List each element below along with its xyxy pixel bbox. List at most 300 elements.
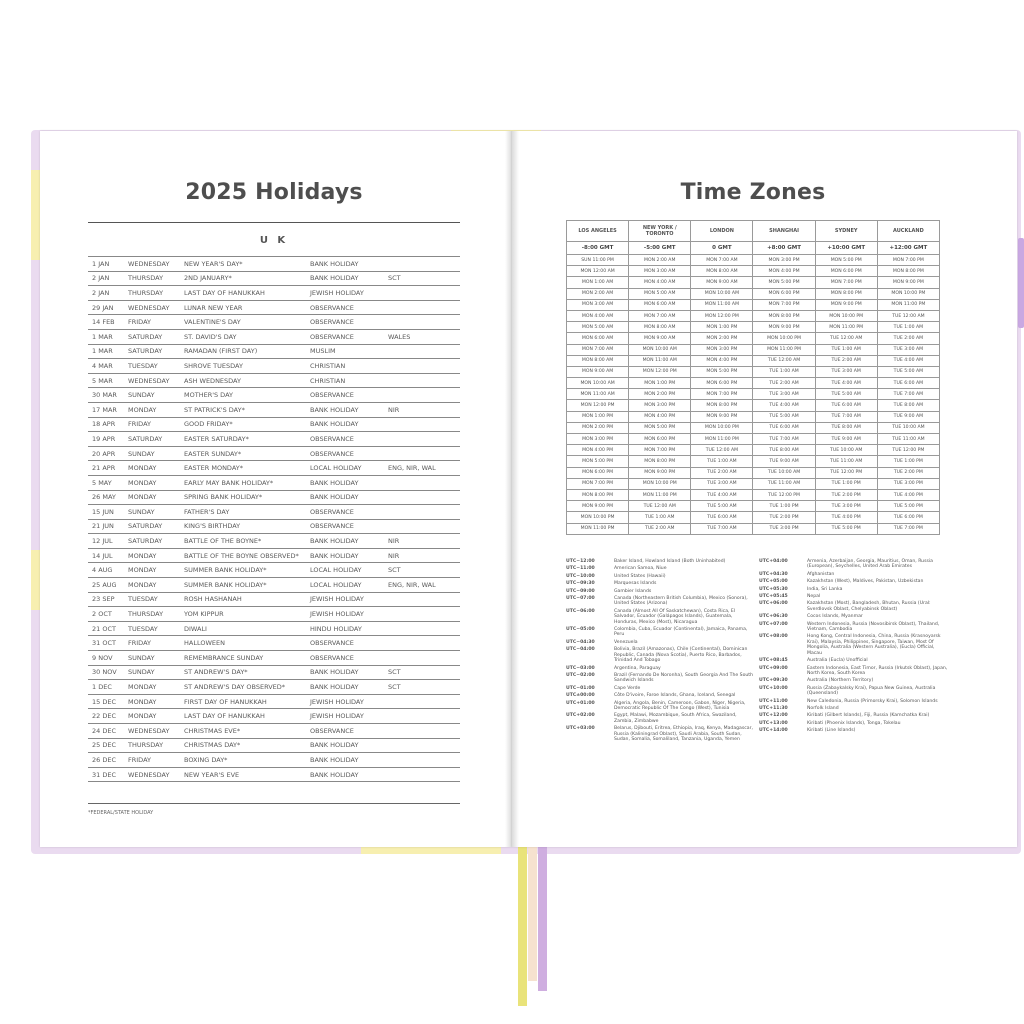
gmt-offset: -8:00 GMT xyxy=(567,242,629,255)
holiday-date: 17 MAR xyxy=(88,402,124,417)
time-cell: TUE 4:00 AM xyxy=(691,489,753,500)
holiday-region xyxy=(384,607,460,622)
holiday-type: MUSLIM xyxy=(306,344,384,359)
holiday-weekday: SATURDAY xyxy=(124,329,180,344)
table-row xyxy=(88,767,460,782)
time-cell: MON 10:00 AM xyxy=(567,378,629,389)
holiday-name: EASTER SATURDAY* xyxy=(180,432,306,447)
holiday-type: LOCAL HOLIDAY xyxy=(306,578,384,593)
holiday-weekday: SATURDAY xyxy=(124,534,180,549)
holiday-region xyxy=(384,373,460,388)
time-cell: MON 2:00 PM xyxy=(691,333,753,344)
table-row xyxy=(567,489,940,500)
holiday-region: SCT xyxy=(384,665,460,680)
holiday-type: BANK HOLIDAY xyxy=(306,665,384,680)
time-cell: TUE 2:00 PM xyxy=(877,467,939,478)
time-cell: MON 7:00 PM xyxy=(753,299,815,310)
holiday-region xyxy=(384,286,460,301)
holiday-region: WALES xyxy=(384,329,460,344)
time-cell: MON 4:00 AM xyxy=(567,310,629,321)
time-cell: MON 7:00 AM xyxy=(691,255,753,266)
utc-entry xyxy=(759,686,949,697)
table-row xyxy=(88,329,460,344)
table-row xyxy=(88,519,460,534)
holiday-type: BANK HOLIDAY xyxy=(306,417,384,432)
holiday-date: 1 DEC xyxy=(88,680,124,695)
cover-stripe xyxy=(31,170,40,260)
holiday-date: 31 OCT xyxy=(88,636,124,651)
time-cell: TUE 6:00 AM xyxy=(877,378,939,389)
time-cell: TUE 1:00 PM xyxy=(877,456,939,467)
time-cell: MON 5:00 AM xyxy=(629,288,691,299)
holiday-type: OBSERVANCE xyxy=(306,388,384,403)
time-cell: TUE 2:00 AM xyxy=(753,378,815,389)
time-cell: MON 10:00 PM xyxy=(877,288,939,299)
utc-entry xyxy=(759,706,949,711)
utc-regions: Egypt, Malawi, Mozambique, South Africa, Swaziland, Zambia, Zimbabwe xyxy=(614,713,737,724)
timezone-city-row xyxy=(567,221,940,242)
table-row xyxy=(567,355,940,366)
time-cell: MON 2:00 AM xyxy=(629,255,691,266)
holiday-type: JEWISH HOLIDAY xyxy=(306,694,384,709)
holiday-date: 15 JUN xyxy=(88,505,124,520)
utc-regions: Canada (Northeastern British Columbia), Mexico (Sonora), United States (Arizona) xyxy=(614,596,748,607)
holiday-weekday: SATURDAY xyxy=(124,432,180,447)
utc-entry xyxy=(566,574,756,579)
holiday-weekday: MONDAY xyxy=(124,461,180,476)
holiday-region xyxy=(384,621,460,636)
time-cell: TUE 5:00 PM xyxy=(815,523,877,534)
holidays-footnote: *FEDERAL/STATE HOLIDAY xyxy=(88,810,154,816)
utc-entry xyxy=(759,713,949,718)
holiday-weekday: WEDNESDAY xyxy=(124,724,180,739)
holiday-name: CHRISTMAS EVE* xyxy=(180,724,306,739)
utc-regions: Australia (Eucla) Unofficial xyxy=(807,658,868,664)
time-cell: MON 10:00 PM xyxy=(753,333,815,344)
time-cell: TUE 7:00 PM xyxy=(877,523,939,534)
cover-stripe xyxy=(361,846,501,854)
time-cell: TUE 4:00 AM xyxy=(815,378,877,389)
table-row xyxy=(88,738,460,753)
table-row xyxy=(567,501,940,512)
holiday-name: BATTLE OF THE BOYNE* xyxy=(180,534,306,549)
utc-entry xyxy=(759,579,949,584)
utc-offset: UTC−04:30 xyxy=(566,639,595,645)
table-row xyxy=(88,636,460,651)
time-cell: MON 12:00 PM xyxy=(691,310,753,321)
utc-offset: UTC+06:30 xyxy=(759,614,788,620)
city-header: LONDON xyxy=(691,221,753,242)
holiday-type: LOCAL HOLIDAY xyxy=(306,461,384,476)
holiday-type: CHRISTIAN xyxy=(306,359,384,374)
utc-entry xyxy=(566,673,756,684)
holiday-region xyxy=(384,315,460,330)
time-cell: TUE 6:00 AM xyxy=(815,400,877,411)
holiday-name: LAST DAY OF HANUKKAH xyxy=(180,709,306,724)
time-cell: MON 8:00 AM xyxy=(567,355,629,366)
bookmark-tab[interactable] xyxy=(1018,238,1024,328)
holiday-weekday: SUNDAY xyxy=(124,388,180,403)
holiday-date: 4 MAR xyxy=(88,359,124,374)
holiday-type: OBSERVANCE xyxy=(306,636,384,651)
table-row xyxy=(88,475,460,490)
table-row xyxy=(88,578,460,593)
time-cell: TUE 10:00 AM xyxy=(753,467,815,478)
table-row xyxy=(88,665,460,680)
holiday-region xyxy=(384,475,460,490)
holiday-date: 26 DEC xyxy=(88,753,124,768)
holiday-date: 19 APR xyxy=(88,432,124,447)
holiday-name: ST PATRICK'S DAY* xyxy=(180,402,306,417)
time-cell: TUE 9:00 AM xyxy=(753,456,815,467)
holiday-name: EASTER MONDAY* xyxy=(180,461,306,476)
timezones-title: Time Zones xyxy=(680,180,826,205)
time-cell: TUE 7:00 AM xyxy=(815,411,877,422)
holiday-type: OBSERVANCE xyxy=(306,432,384,447)
table-row xyxy=(88,300,460,315)
holiday-name: YOM KIPPUR xyxy=(180,607,306,622)
holiday-region xyxy=(384,300,460,315)
time-cell: MON 11:00 AM xyxy=(567,389,629,400)
utc-entry xyxy=(566,566,756,571)
time-cell: MON 11:00 PM xyxy=(753,344,815,355)
table-row xyxy=(567,434,940,445)
ribbon-peach[interactable] xyxy=(528,846,537,981)
utc-regions: Armenia, Azerbaijan, Georgia, Mauritius, Oman, Russia (European), Seychelles, United Arab Emirates xyxy=(807,559,933,570)
holiday-weekday: TUESDAY xyxy=(124,621,180,636)
utc-offset: UTC+04:00 xyxy=(759,559,788,564)
holiday-name: 2ND JANUARY* xyxy=(180,271,306,286)
table-row xyxy=(88,286,460,301)
time-cell: TUE 3:00 PM xyxy=(753,523,815,534)
holiday-type: BANK HOLIDAY xyxy=(306,402,384,417)
utc-entry xyxy=(759,559,949,570)
time-cell: MON 9:00 PM xyxy=(877,277,939,288)
city-header: NEW YORK / TORONTO xyxy=(629,221,691,242)
holiday-type: BANK HOLIDAY xyxy=(306,753,384,768)
time-cell: MON 8:00 AM xyxy=(691,266,753,277)
holiday-date: 22 DEC xyxy=(88,709,124,724)
utc-regions: Venezuela xyxy=(614,639,638,645)
utc-offset: UTC+09:00 xyxy=(759,665,788,671)
time-cell: TUE 3:00 PM xyxy=(815,501,877,512)
time-cell: MON 7:00 PM xyxy=(877,255,939,266)
time-cell: MON 6:00 PM xyxy=(691,378,753,389)
utc-entry xyxy=(566,713,756,724)
holiday-date: 2 JAN xyxy=(88,286,124,301)
holiday-weekday: WEDNESDAY xyxy=(124,767,180,782)
time-cell: MON 9:00 AM xyxy=(691,277,753,288)
holiday-region xyxy=(384,636,460,651)
utc-offset: UTC−07:00 xyxy=(566,596,595,602)
holiday-name: RAMADAN (FIRST DAY) xyxy=(180,344,306,359)
utc-regions: Brazil (Fernando De Noronha), South Georgia And The South Sandwich Islands xyxy=(614,672,754,684)
time-cell: TUE 3:00 AM xyxy=(753,389,815,400)
utc-offset: UTC+11:30 xyxy=(759,705,788,711)
time-cell: MON 9:00 PM xyxy=(753,322,815,333)
city-header: SHANGHAI xyxy=(753,221,815,242)
time-cell: TUE 12:00 AM xyxy=(815,333,877,344)
holiday-weekday: THURSDAY xyxy=(124,607,180,622)
utc-entry xyxy=(566,701,756,712)
table-row xyxy=(88,548,460,563)
utc-regions: Baker Island, Howland Island (Both Uninhabited) xyxy=(614,559,726,564)
table-row xyxy=(88,315,460,330)
utc-offset: UTC+04:30 xyxy=(759,571,788,577)
holiday-region xyxy=(384,432,460,447)
time-cell: MON 5:00 AM xyxy=(567,322,629,333)
holiday-weekday: SUNDAY xyxy=(124,665,180,680)
utc-entry xyxy=(759,699,949,704)
holiday-name: ST ANDREW'S DAY* xyxy=(180,665,306,680)
holiday-type: HINDU HOLIDAY xyxy=(306,621,384,636)
utc-offset: UTC+13:00 xyxy=(759,720,788,726)
time-cell: MON 2:00 PM xyxy=(567,422,629,433)
time-cell: TUE 2:00 AM xyxy=(629,523,691,534)
utc-regions: Argentina, Paraguay xyxy=(614,665,661,671)
time-cell: MON 11:00 PM xyxy=(691,434,753,445)
holiday-date: 5 MAY xyxy=(88,475,124,490)
table-row xyxy=(567,366,940,377)
holiday-name: BOXING DAY* xyxy=(180,753,306,768)
utc-offset: UTC+05:30 xyxy=(759,586,788,592)
holiday-name: DIWALI xyxy=(180,621,306,636)
time-cell: MON 7:00 AM xyxy=(567,344,629,355)
table-row xyxy=(567,322,940,333)
holiday-region: ENG, NIR, WAL xyxy=(384,461,460,476)
time-cell: TUE 1:00 PM xyxy=(753,501,815,512)
time-cell: TUE 4:00 PM xyxy=(815,512,877,523)
holiday-name: REMEMBRANCE SUNDAY xyxy=(180,651,306,666)
gmt-offset: +8:00 GMT xyxy=(753,242,815,255)
utc-regions: Côte D'ivoire, Faroe Islands, Ghana, Iceland, Senegal xyxy=(614,693,736,699)
holiday-weekday: MONDAY xyxy=(124,548,180,563)
table-row xyxy=(88,534,460,549)
utc-entry xyxy=(759,594,949,599)
time-cell: MON 10:00 PM xyxy=(629,478,691,489)
utc-regions: Kiribati (Line Islands) xyxy=(807,728,856,734)
utc-entry xyxy=(566,666,756,671)
time-cell: TUE 2:00 AM xyxy=(877,333,939,344)
holiday-type: BANK HOLIDAY xyxy=(306,680,384,695)
holiday-weekday: FRIDAY xyxy=(124,315,180,330)
table-row xyxy=(567,333,940,344)
holiday-region: SCT xyxy=(384,680,460,695)
time-cell: MON 6:00 PM xyxy=(567,467,629,478)
holiday-weekday: FRIDAY xyxy=(124,753,180,768)
time-cell: TUE 4:00 AM xyxy=(753,400,815,411)
gmt-offset: -5:00 GMT xyxy=(629,242,691,255)
holiday-region: ENG, NIR, WAL xyxy=(384,578,460,593)
table-row xyxy=(567,299,940,310)
time-cell: TUE 11:00 AM xyxy=(877,434,939,445)
time-cell: MON 3:00 PM xyxy=(691,344,753,355)
holiday-weekday: MONDAY xyxy=(124,563,180,578)
time-cell: TUE 3:00 PM xyxy=(877,478,939,489)
utc-regions: Canada (Almost All Of Saskatchewan), Costa Rica, El Salvador, Ecuador (Galápagos Islands), Guatemala, Honduras, Mexico (Most), Nicaragua xyxy=(614,608,736,625)
holiday-type: LOCAL HOLIDAY xyxy=(306,563,384,578)
holiday-date: 26 MAY xyxy=(88,490,124,505)
time-cell: TUE 5:00 AM xyxy=(753,411,815,422)
time-cell: TUE 1:00 AM xyxy=(815,344,877,355)
time-cell: MON 8:00 PM xyxy=(629,456,691,467)
holiday-date: 21 OCT xyxy=(88,621,124,636)
table-row xyxy=(567,512,940,523)
holiday-weekday: TUESDAY xyxy=(124,359,180,374)
time-cell: TUE 7:00 AM xyxy=(691,523,753,534)
time-cell: MON 4:00 PM xyxy=(567,445,629,456)
holiday-type: JEWISH HOLIDAY xyxy=(306,592,384,607)
holiday-name: SUMMER BANK HOLIDAY* xyxy=(180,563,306,578)
utc-entry xyxy=(759,721,949,726)
holiday-type: OBSERVANCE xyxy=(306,724,384,739)
utc-regions: India, Sri Lanka xyxy=(807,586,843,592)
holiday-date: 30 NOV xyxy=(88,665,124,680)
utc-offset: UTC+05:00 xyxy=(759,579,788,585)
time-cell: TUE 5:00 AM xyxy=(877,366,939,377)
time-cell: MON 9:00 AM xyxy=(629,333,691,344)
time-cell: MON 1:00 PM xyxy=(567,411,629,422)
time-cell: MON 11:00 PM xyxy=(629,489,691,500)
table-row xyxy=(567,467,940,478)
time-cell: MON 10:00 PM xyxy=(567,512,629,523)
holiday-date: 2 JAN xyxy=(88,271,124,286)
utc-entry xyxy=(759,728,949,733)
time-cell: TUE 2:00 PM xyxy=(753,512,815,523)
holiday-type: JEWISH HOLIDAY xyxy=(306,709,384,724)
ribbon-yellow[interactable] xyxy=(518,846,527,1006)
utc-offset: UTC−06:00 xyxy=(566,608,595,614)
table-row xyxy=(567,277,940,288)
holiday-date: 21 JUN xyxy=(88,519,124,534)
utc-entry xyxy=(566,647,756,663)
time-cell: TUE 1:00 AM xyxy=(691,456,753,467)
table-bottom-rule xyxy=(88,803,460,804)
table-row xyxy=(88,709,460,724)
utc-regions: Norfolk Island xyxy=(807,705,839,711)
utc-offset: UTC+09:30 xyxy=(759,678,788,684)
time-cell: MON 11:00 AM xyxy=(691,299,753,310)
time-cell: MON 6:00 PM xyxy=(815,266,877,277)
holiday-date: 15 DEC xyxy=(88,694,124,709)
utc-entry xyxy=(759,601,949,612)
time-cell: MON 9:00 PM xyxy=(629,467,691,478)
holiday-name: BATTLE OF THE BOYNE OBSERVED* xyxy=(180,548,306,563)
utc-regions: Marquesas Islands xyxy=(614,581,657,587)
holiday-name: NEW YEAR'S EVE xyxy=(180,767,306,782)
holiday-date: 12 JUL xyxy=(88,534,124,549)
utc-offset: UTC−11:00 xyxy=(566,566,595,572)
utc-regions: Cocos Islands, Myanmar xyxy=(807,614,863,620)
time-cell: MON 3:00 PM xyxy=(629,400,691,411)
holiday-date: 18 APR xyxy=(88,417,124,432)
holiday-type: OBSERVANCE xyxy=(306,519,384,534)
time-cell: MON 9:00 PM xyxy=(691,411,753,422)
time-cell: TUE 4:00 AM xyxy=(877,355,939,366)
time-cell: MON 3:00 PM xyxy=(753,255,815,266)
holiday-region xyxy=(384,724,460,739)
utc-regions: Belarus, Djibouti, Eritrea, Ethiopia, Iraq, Kenya, Madagascar, Russia (Kaliningrad Oblast), Saudi Arabia, South Sudan, Sudan, Somalia, Somaliland, Tanzania, Uganda, Yemen xyxy=(614,726,753,742)
table-row xyxy=(88,388,460,403)
time-cell: TUE 2:00 AM xyxy=(691,467,753,478)
utc-entry xyxy=(566,686,756,691)
utc-offset: UTC−02:00 xyxy=(566,672,595,678)
time-cell: TUE 7:00 AM xyxy=(753,434,815,445)
time-cell: MON 3:00 AM xyxy=(629,266,691,277)
utc-offset: UTC+05:45 xyxy=(759,594,788,600)
ribbon-lilac[interactable] xyxy=(538,846,547,991)
time-cell: MON 10:00 PM xyxy=(691,422,753,433)
holiday-weekday: THURSDAY xyxy=(124,271,180,286)
table-row xyxy=(88,446,460,461)
utc-regions: American Samoa, Niue xyxy=(614,566,667,572)
holiday-weekday: WEDNESDAY xyxy=(124,373,180,388)
time-cell: MON 1:00 PM xyxy=(629,378,691,389)
holiday-region xyxy=(384,592,460,607)
utc-entry xyxy=(566,693,756,698)
holiday-region: NIR xyxy=(384,402,460,417)
holiday-name: FIRST DAY OF HANUKKAH xyxy=(180,694,306,709)
time-cell: MON 4:00 AM xyxy=(629,277,691,288)
holiday-region xyxy=(384,505,460,520)
time-cell: TUE 1:00 AM xyxy=(877,322,939,333)
holiday-region xyxy=(384,257,460,272)
holiday-date: 5 MAR xyxy=(88,373,124,388)
table-row xyxy=(567,478,940,489)
time-cell: MON 10:00 PM xyxy=(815,310,877,321)
table-row xyxy=(88,563,460,578)
time-cell: MON 8:00 PM xyxy=(691,400,753,411)
time-cell: TUE 12:00 PM xyxy=(815,467,877,478)
utc-offset: UTC+06:00 xyxy=(759,601,788,607)
utc-regions: Bolivia, Brazil (Amazonas), Chile (Continental), Dominican Republic, Canada (Nova Scotia), Puerto Rico, Barbados, Trinidad And Tobago xyxy=(614,647,748,664)
utc-offset: UTC+14:00 xyxy=(759,728,788,734)
utc-offset: UTC−12:00 xyxy=(566,559,595,564)
utc-entry xyxy=(566,596,756,607)
holiday-region xyxy=(384,446,460,461)
time-cell: TUE 11:00 AM xyxy=(753,478,815,489)
holiday-region xyxy=(384,694,460,709)
holiday-weekday: SUNDAY xyxy=(124,651,180,666)
time-cell: MON 7:00 PM xyxy=(629,445,691,456)
holidays-table xyxy=(88,256,460,782)
utc-entry xyxy=(759,634,949,656)
holiday-name: SUMMER BANK HOLIDAY* xyxy=(180,578,306,593)
time-cell: TUE 8:00 AM xyxy=(753,445,815,456)
holiday-weekday: MONDAY xyxy=(124,490,180,505)
holiday-name: CHRISTMAS DAY* xyxy=(180,738,306,753)
time-cell: MON 7:00 AM xyxy=(629,310,691,321)
holiday-name: SPRING BANK HOLIDAY* xyxy=(180,490,306,505)
table-row xyxy=(567,445,940,456)
utc-offset: UTC+08:45 xyxy=(759,658,788,664)
holiday-weekday: WEDNESDAY xyxy=(124,257,180,272)
holiday-region: SCT xyxy=(384,271,460,286)
holiday-type: BANK HOLIDAY xyxy=(306,475,384,490)
time-cell: TUE 1:00 PM xyxy=(815,478,877,489)
time-cell: MON 10:00 AM xyxy=(629,344,691,355)
holiday-date: 9 NOV xyxy=(88,651,124,666)
holiday-region: NIR xyxy=(384,548,460,563)
time-cell: MON 5:00 PM xyxy=(567,456,629,467)
city-header: AUCKLAND xyxy=(877,221,939,242)
utc-entry xyxy=(566,609,756,625)
table-row xyxy=(88,271,460,286)
holiday-weekday: MONDAY xyxy=(124,709,180,724)
time-cell: MON 9:00 PM xyxy=(815,299,877,310)
utc-regions: Nepal xyxy=(807,594,821,600)
time-cell: TUE 12:00 PM xyxy=(877,445,939,456)
